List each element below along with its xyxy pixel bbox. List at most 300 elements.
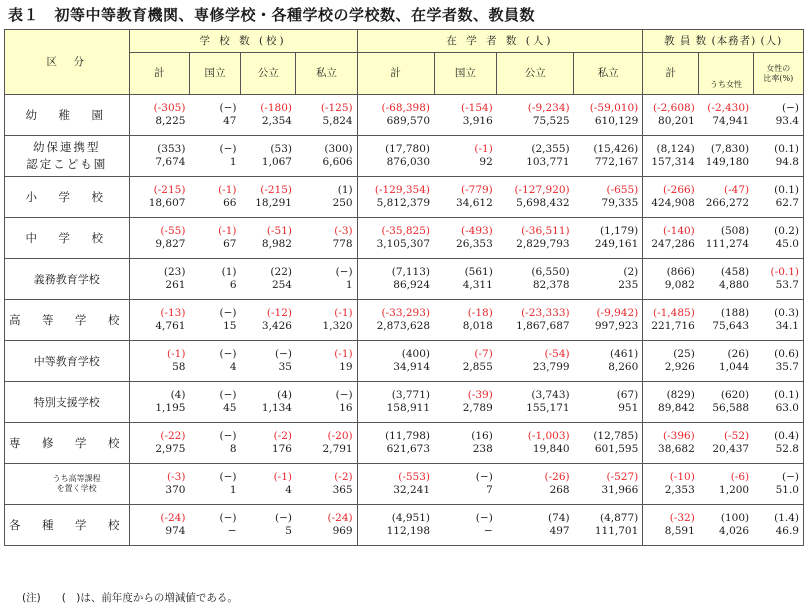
change-cell: (1) (296, 177, 357, 198)
value-cell: 1,067 (241, 156, 296, 177)
row-label-line1: 高 等 学 校 (9, 312, 125, 327)
value-cell: 149,180 (699, 156, 753, 177)
change-cell: (−) (219, 348, 237, 360)
row-label-line1: 中 学 校 (25, 230, 108, 245)
change-cell: (3,771) (357, 382, 434, 403)
value-cell: 2,873,628 (357, 320, 434, 341)
value-cell: 74,941 (699, 115, 753, 136)
row-label (5, 136, 130, 177)
value-cell: 2,926 (643, 361, 699, 382)
value-cell: 4,880 (699, 279, 753, 300)
value-cell: 93.4 (753, 115, 803, 136)
value-cell: 4,026 (699, 525, 753, 546)
change-cell: (-59,010) (574, 95, 643, 116)
change-cell: (-1) (296, 300, 357, 321)
value-cell: 6 (189, 279, 240, 300)
change-cell: (-10) (643, 464, 699, 485)
change-cell: (-0.1) (753, 259, 803, 280)
change-cell: (15,426) (574, 136, 643, 157)
value-cell: 4,761 (129, 320, 189, 341)
change-cell: (-7) (474, 348, 493, 360)
value-cell: 58 (129, 361, 189, 382)
change-cell: (17,780) (357, 136, 434, 157)
change-cell: (−) (296, 382, 357, 403)
value-cell: 974 (129, 525, 189, 546)
row-label-line1: 専 修 学 校 (9, 435, 125, 450)
change-cell: (−) (274, 512, 292, 524)
value-cell: 63.0 (753, 402, 803, 423)
value-cell: 1,320 (296, 320, 357, 341)
row-label-line1: うち高等課程 (52, 474, 101, 483)
header-schools-national: 国立 (189, 53, 240, 95)
row-label (5, 177, 130, 218)
value-cell: 7 (434, 484, 497, 505)
change-cell: (829) (643, 382, 699, 403)
value-cell: 7,674 (129, 156, 189, 177)
value-cell: 19 (296, 361, 357, 382)
change-cell: (-36,511) (521, 225, 570, 237)
change-cell: (188) (720, 307, 750, 319)
value-cell: 601,595 (574, 443, 643, 464)
value-cell: 34.1 (753, 320, 803, 341)
value-cell: 3,426 (241, 320, 296, 341)
value-cell: 1,134 (241, 402, 296, 423)
change-cell: (−) (219, 430, 237, 442)
value-cell: 8,982 (241, 238, 296, 259)
row-label-line2: 認定こども園 (26, 157, 108, 171)
change-cell: (−) (219, 512, 237, 524)
value-cell: 1 (296, 279, 357, 300)
change-cell: (4,877) (574, 505, 643, 526)
value-cell: 2,855 (434, 361, 497, 382)
change-cell: (−) (753, 95, 803, 116)
value-cell: 689,570 (357, 115, 434, 136)
change-cell: (4) (129, 382, 189, 403)
value-cell: 103,771 (497, 156, 574, 177)
row-label (5, 505, 130, 546)
row-label (5, 95, 130, 136)
change-cell: (-215) (260, 184, 292, 196)
value-cell: 19,840 (497, 443, 574, 464)
change-cell: (−) (475, 512, 493, 524)
value-cell: 56,588 (699, 402, 753, 423)
change-cell: (11,798) (357, 423, 434, 444)
change-cell: (-54) (544, 348, 570, 360)
value-cell: 247,286 (643, 238, 699, 259)
row-label-line1: 幼 稚 園 (25, 107, 108, 122)
value-cell: 2,829,793 (497, 238, 574, 259)
change-cell: (-305) (129, 95, 189, 116)
value-cell: 3,916 (434, 115, 497, 136)
change-cell: (7,830) (710, 143, 750, 155)
change-cell: (353) (129, 136, 189, 157)
value-cell: 2,353 (643, 484, 699, 505)
value-cell: 9,082 (643, 279, 699, 300)
change-cell: (-24) (129, 505, 189, 526)
change-cell: (−) (274, 348, 292, 360)
change-cell: (-47) (724, 184, 750, 196)
value-cell: 4 (241, 484, 296, 505)
header-students-private: 私立 (574, 53, 643, 95)
change-cell: (-26) (544, 471, 570, 483)
change-cell: (−) (219, 307, 237, 319)
header-students-public: 公立 (497, 53, 574, 95)
header-category: 区 分 (5, 30, 130, 95)
value-cell: 47 (189, 115, 240, 136)
change-cell: (−) (219, 471, 237, 483)
row-label (5, 382, 130, 423)
change-cell: (-127,920) (514, 184, 570, 196)
change-cell: (-1,003) (527, 430, 570, 442)
change-cell: (0.4) (753, 423, 803, 444)
change-cell: (-32) (643, 505, 699, 526)
value-cell: 9,827 (129, 238, 189, 259)
change-cell: (-13) (129, 300, 189, 321)
value-cell: 778 (296, 238, 357, 259)
change-cell: (22) (270, 266, 292, 278)
value-cell: 1 (189, 484, 240, 505)
change-cell: (0.1) (753, 136, 803, 157)
table-row-change (5, 136, 804, 157)
change-cell: (400) (357, 341, 434, 362)
value-cell: 969 (296, 525, 357, 546)
header-students: 在 学 者 数 (人) (357, 30, 643, 53)
header-teachers: 教 員 数 (本務者) (人) (643, 30, 804, 53)
change-cell: (67) (574, 382, 643, 403)
row-label-line1: 各 種 学 校 (9, 517, 125, 532)
value-cell: 772,167 (574, 156, 643, 177)
change-cell: (866) (643, 259, 699, 280)
change-cell: (620) (720, 389, 750, 401)
row-label (5, 341, 130, 382)
change-cell: (2,355) (531, 143, 570, 155)
value-cell: 18,291 (241, 197, 296, 218)
value-cell: 92 (434, 156, 497, 177)
value-cell: 32,241 (357, 484, 434, 505)
change-cell: (53) (270, 143, 292, 155)
change-cell: (561) (464, 266, 493, 278)
row-indent (5, 464, 25, 505)
value-cell: 951 (574, 402, 643, 423)
value-cell: 158,911 (357, 402, 434, 423)
value-cell: 238 (434, 443, 497, 464)
change-cell: (−) (475, 471, 493, 483)
value-cell: 75,643 (699, 320, 753, 341)
change-cell: (-3) (129, 464, 189, 485)
value-cell: 5,698,432 (497, 197, 574, 218)
change-cell: (-1) (296, 341, 357, 362)
table-title: 表１ 初等中等教育機関、専修学校・各種学校の学校数、在学者数、教員数 (8, 6, 536, 24)
change-cell: (−) (296, 259, 357, 280)
header-schools-public: 公立 (241, 53, 296, 95)
change-cell: (-35,825) (357, 218, 434, 239)
change-cell: (-24) (296, 505, 357, 526)
row-label (5, 300, 130, 341)
value-cell: 66 (189, 197, 240, 218)
value-cell: 112,198 (357, 525, 434, 546)
change-cell: (-1) (129, 341, 189, 362)
female-ratio-line1: 女性の (766, 63, 791, 73)
change-cell: (-51) (266, 225, 292, 237)
table-row-change (5, 505, 804, 526)
value-cell: 3,105,307 (357, 238, 434, 259)
value-cell: 45 (189, 402, 240, 423)
change-cell: (0.2) (753, 218, 803, 239)
change-cell: (4) (277, 389, 292, 401)
change-cell: (-553) (357, 464, 434, 485)
change-cell: (-2) (296, 464, 357, 485)
value-cell: 20,437 (699, 443, 753, 464)
value-cell: 51.0 (753, 484, 803, 505)
change-cell: (-22) (129, 423, 189, 444)
change-cell: (16) (471, 430, 493, 442)
change-cell: (-2,608) (643, 95, 699, 116)
value-cell: 1,867,687 (497, 320, 574, 341)
change-cell: (-18) (467, 307, 493, 319)
table-body (5, 95, 804, 546)
change-cell: (-20) (296, 423, 357, 444)
change-cell: (-396) (643, 423, 699, 444)
change-cell: (458) (720, 266, 750, 278)
value-cell: 8,225 (129, 115, 189, 136)
value-cell: 26,353 (434, 238, 497, 259)
value-cell: 52.8 (753, 443, 803, 464)
row-label-line1: 小 学 校 (25, 189, 108, 204)
change-cell: (7,113) (357, 259, 434, 280)
value-cell: 8,591 (643, 525, 699, 546)
value-cell: 15 (189, 320, 240, 341)
change-cell: (-125) (296, 95, 357, 116)
change-cell: (-52) (724, 430, 750, 442)
value-cell: 497 (497, 525, 574, 546)
table-row-change (5, 95, 804, 116)
change-cell: (-1) (218, 184, 237, 196)
change-cell: (−) (219, 143, 237, 155)
value-cell: 155,171 (497, 402, 574, 423)
value-cell: 45.0 (753, 238, 803, 259)
table-header (5, 30, 804, 95)
change-cell: (-266) (643, 177, 699, 198)
change-cell: (26) (727, 348, 750, 360)
value-cell: 5,824 (296, 115, 357, 136)
value-cell: 235 (574, 279, 643, 300)
value-cell: 266,272 (699, 197, 753, 218)
change-cell: (-1) (474, 143, 493, 155)
change-cell: (508) (720, 225, 750, 237)
change-cell: (-779) (461, 184, 493, 196)
table-row-change (5, 177, 804, 198)
value-cell: 34,612 (434, 197, 497, 218)
value-cell: 75,525 (497, 115, 574, 136)
value-cell: − (189, 525, 240, 546)
change-cell: (1.4) (753, 505, 803, 526)
header-teachers-female: うち女性 (699, 53, 753, 95)
header-schools: 学 校 数 (校) (129, 30, 357, 53)
value-cell: − (434, 525, 497, 546)
value-cell: 5,812,379 (357, 197, 434, 218)
row-label-line1: 特別支援学校 (33, 395, 100, 409)
value-cell: 4 (189, 361, 240, 382)
change-cell: (-129,354) (357, 177, 434, 198)
value-cell: 370 (129, 484, 189, 505)
change-cell: (-2,430) (707, 102, 750, 114)
table-row-change (5, 341, 804, 362)
footnote: (注) ( )は、前年度からの増減値である。 (22, 592, 238, 604)
change-cell: (-2) (273, 430, 292, 442)
change-cell: (-493) (461, 225, 493, 237)
value-cell: 2,354 (241, 115, 296, 136)
row-label-line1: 中等教育学校 (33, 354, 100, 368)
value-cell: 6,606 (296, 156, 357, 177)
change-cell: (-9,942) (574, 300, 643, 321)
row-label-line1: 幼保連携型 (33, 140, 101, 154)
row-label (5, 259, 130, 300)
value-cell: 80,201 (643, 115, 699, 136)
value-cell: 18,607 (129, 197, 189, 218)
change-cell: (1) (221, 266, 237, 278)
value-cell: 2,975 (129, 443, 189, 464)
change-cell: (-1) (273, 471, 292, 483)
value-cell: 997,923 (574, 320, 643, 341)
change-cell: (2) (574, 259, 643, 280)
change-cell: (−) (753, 464, 803, 485)
header-students-national: 国立 (434, 53, 497, 95)
value-cell: 35.7 (753, 361, 803, 382)
value-cell: 249,161 (574, 238, 643, 259)
change-cell: (0.1) (753, 382, 803, 403)
value-cell: 221,716 (643, 320, 699, 341)
change-cell: (0.1) (753, 177, 803, 198)
value-cell: 94.8 (753, 156, 803, 177)
change-cell: (-68,398) (357, 95, 434, 116)
row-label (25, 464, 129, 505)
value-cell: 35 (241, 361, 296, 382)
value-cell: 67 (189, 238, 240, 259)
change-cell: (0.3) (753, 300, 803, 321)
row-label (5, 218, 130, 259)
change-cell: (3,743) (531, 389, 570, 401)
change-cell: (-6) (730, 471, 750, 483)
change-cell: (0.6) (753, 341, 803, 362)
change-cell: (-9,234) (527, 102, 570, 114)
change-cell: (-3) (296, 218, 357, 239)
value-cell: 1,044 (699, 361, 753, 382)
change-cell: (4,951) (357, 505, 434, 526)
change-cell: (25) (643, 341, 699, 362)
header-schools-private: 私立 (296, 53, 357, 95)
value-cell: 176 (241, 443, 296, 464)
value-cell: 610,129 (574, 115, 643, 136)
change-cell: (6,550) (531, 266, 570, 278)
row-label (5, 423, 130, 464)
table-row-change (5, 300, 804, 321)
change-cell: (100) (720, 512, 750, 524)
table-row-change (5, 218, 804, 239)
change-cell: (-1) (218, 225, 237, 237)
change-cell: (1,179) (574, 218, 643, 239)
value-cell: 2,791 (296, 443, 357, 464)
value-cell: 1,195 (129, 402, 189, 423)
value-cell: 1,200 (699, 484, 753, 505)
value-cell: 5 (241, 525, 296, 546)
value-cell: 34,914 (357, 361, 434, 382)
change-cell: (8,124) (643, 136, 699, 157)
value-cell: 250 (296, 197, 357, 218)
change-cell: (−) (219, 389, 237, 401)
value-cell: 86,924 (357, 279, 434, 300)
value-cell: 31,966 (574, 484, 643, 505)
change-cell: (461) (574, 341, 643, 362)
value-cell: 8,260 (574, 361, 643, 382)
value-cell: 111,274 (699, 238, 753, 259)
statistics-table (4, 29, 804, 546)
table-row-change (5, 259, 804, 280)
change-cell: (-12) (266, 307, 292, 319)
value-cell: 89,842 (643, 402, 699, 423)
change-cell: (-33,293) (357, 300, 434, 321)
value-cell: 23,799 (497, 361, 574, 382)
value-cell: 8,018 (434, 320, 497, 341)
header-schools-total: 計 (129, 53, 189, 95)
table-row-change (5, 423, 804, 444)
value-cell: 254 (241, 279, 296, 300)
header-teachers-female-ratio (753, 53, 803, 95)
value-cell: 261 (129, 279, 189, 300)
value-cell: 62.7 (753, 197, 803, 218)
change-cell: (-140) (643, 218, 699, 239)
change-cell: (−) (219, 102, 237, 114)
change-cell: (300) (296, 136, 357, 157)
value-cell: 424,908 (643, 197, 699, 218)
value-cell: 268 (497, 484, 574, 505)
value-cell: 157,314 (643, 156, 699, 177)
change-cell: (-55) (129, 218, 189, 239)
change-cell: (-655) (574, 177, 643, 198)
change-cell: (-154) (461, 102, 493, 114)
value-cell: 8 (189, 443, 240, 464)
table-row-change (5, 464, 804, 485)
change-cell: (23) (129, 259, 189, 280)
value-cell: 111,701 (574, 525, 643, 546)
row-label-line1: 義務教育学校 (33, 272, 100, 286)
change-cell: (-215) (129, 177, 189, 198)
header-teachers-total: 計 (643, 53, 699, 95)
header-students-total: 計 (357, 53, 434, 95)
change-cell: (-23,333) (521, 307, 570, 319)
change-cell: (-180) (260, 102, 292, 114)
change-cell: (12,785) (574, 423, 643, 444)
value-cell: 365 (296, 484, 357, 505)
value-cell: 46.9 (753, 525, 803, 546)
change-cell: (74) (548, 512, 570, 524)
row-label-line2: を置く学校 (56, 484, 97, 493)
value-cell: 621,673 (357, 443, 434, 464)
female-ratio-line2: 比率(%) (763, 73, 794, 83)
value-cell: 53.7 (753, 279, 803, 300)
value-cell: 2,789 (434, 402, 497, 423)
value-cell: 16 (296, 402, 357, 423)
change-cell: (-39) (467, 389, 493, 401)
value-cell: 4,311 (434, 279, 497, 300)
change-cell: (-527) (574, 464, 643, 485)
value-cell: 1 (189, 156, 240, 177)
value-cell: 79,335 (574, 197, 643, 218)
value-cell: 876,030 (357, 156, 434, 177)
change-cell: (-1,485) (643, 300, 699, 321)
value-cell: 38,682 (643, 443, 699, 464)
value-cell: 82,378 (497, 279, 574, 300)
table-row-change (5, 382, 804, 403)
